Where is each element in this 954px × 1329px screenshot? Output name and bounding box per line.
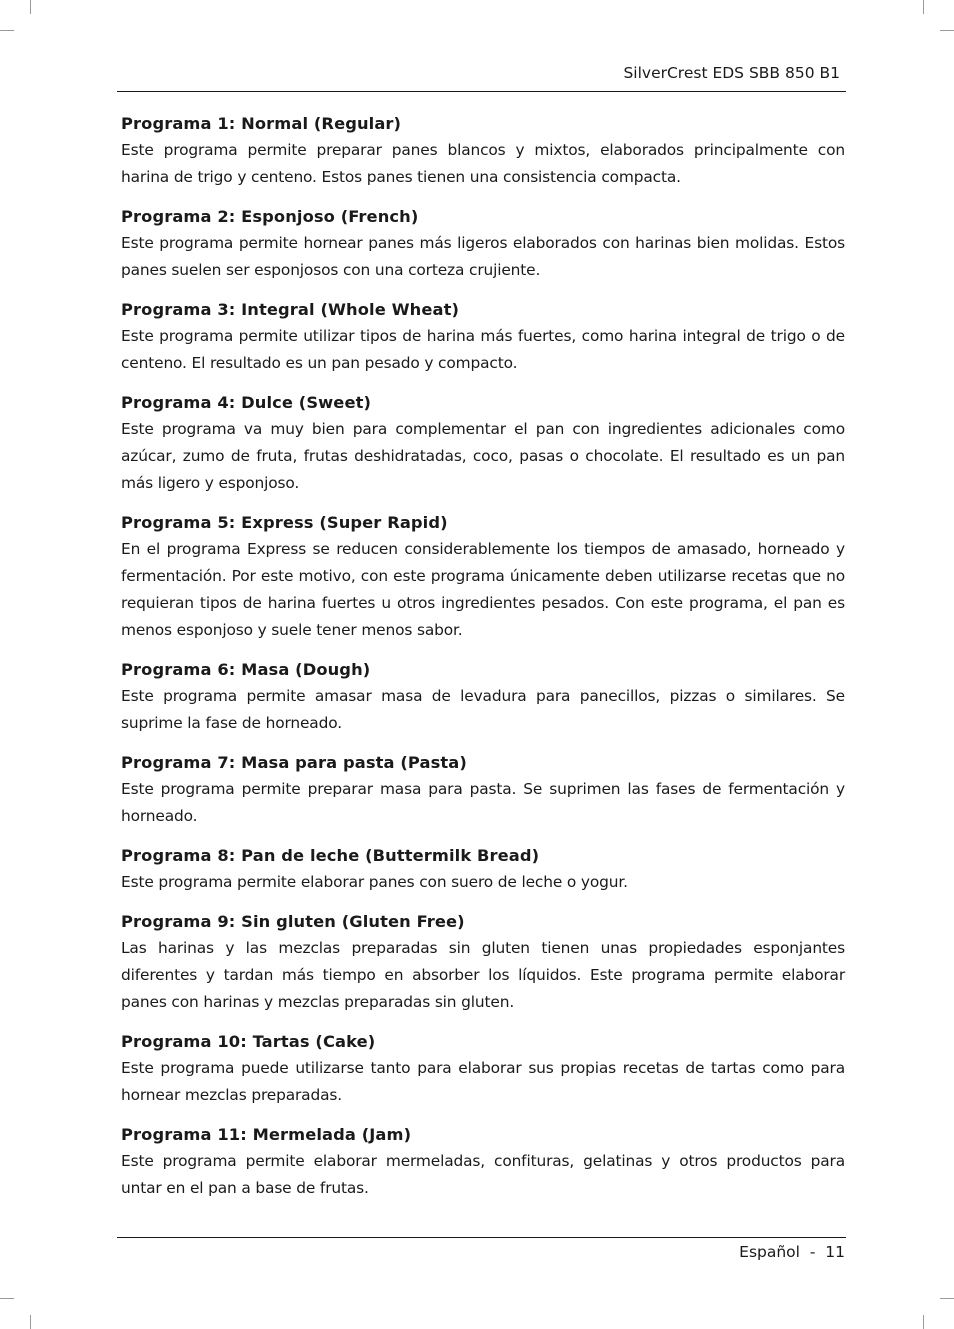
program-section-10 — [121, 1029, 845, 1109]
crop-mark-bottom-right-h — [940, 1298, 954, 1299]
crop-mark-top-left-h — [0, 30, 14, 31]
crop-mark-bottom-left-h — [0, 1298, 14, 1299]
program-description: Las harinas y las mezclas preparadas sin gluten tienen unas propiedades esponjantes diferentes y tardan más tiempo en absorber los líquidos. Este programa permite elaborar panes con harinas y mezclas preparadas sin gluten. — [121, 939, 845, 1011]
program-heading: Programa 6: Masa (Dough) — [121, 660, 371, 679]
program-heading: Programa 9: Sin gluten (Gluten Free) — [121, 912, 465, 931]
crop-mark-bottom-left-v — [30, 1315, 31, 1329]
program-section-7 — [121, 750, 845, 830]
crop-mark-bottom-right-v — [923, 1315, 924, 1329]
program-section-3 — [121, 297, 845, 377]
program-heading: Programa 5: Express (Super Rapid) — [121, 513, 448, 532]
program-description: Este programa permite preparar panes blancos y mixtos, elaborados principalmente con harina de trigo y centeno. Estos panes tienen una consistencia compacta. — [121, 141, 845, 186]
program-heading: Programa 10: Tartas (Cake) — [121, 1032, 376, 1051]
program-heading: Programa 4: Dulce (Sweet) — [121, 393, 372, 412]
program-section-1 — [121, 111, 845, 191]
program-description: Este programa permite preparar masa para pasta. Se suprimen las fases de fermentación y horneado. — [121, 780, 845, 825]
program-heading: Programa 2: Esponjoso (French) — [121, 207, 419, 226]
program-heading: Programa 7: Masa para pasta (Pasta) — [121, 753, 467, 772]
program-heading: Programa 3: Integral (Whole Wheat) — [121, 300, 460, 319]
program-description: Este programa permite amasar masa de levadura para panecillos, pizzas o similares. Se suprime la fase de horneado. — [121, 687, 845, 732]
program-description: Este programa permite utilizar tipos de harina más fuertes, como harina integral de trigo o de centeno. El resultado es un pan pesado y compacto. — [121, 327, 845, 372]
program-section-9 — [121, 909, 845, 1016]
program-heading: Programa 8: Pan de leche (Buttermilk Bread) — [121, 846, 540, 865]
program-description: Este programa puede utilizarse tanto para elaborar sus propias recetas de tartas como para hornear mezclas preparadas. — [121, 1059, 845, 1104]
document-body — [121, 111, 845, 1215]
program-section-11 — [121, 1122, 845, 1202]
crop-mark-top-right-v — [923, 0, 924, 14]
program-description: Este programa permite hornear panes más ligeros elaborados con harinas bien molidas. Estos panes suelen ser esponjosos con una corteza crujiente. — [121, 234, 845, 279]
program-section-6 — [121, 657, 845, 737]
program-section-8 — [121, 843, 845, 896]
program-heading: Programa 1: Normal (Regular) — [121, 114, 402, 133]
program-description: Este programa permite elaborar mermeladas, confituras, gelatinas y otros productos para untar en el pan a base de frutas. — [121, 1152, 845, 1197]
program-description: Este programa va muy bien para complementar el pan con ingredientes adicionales como azúcar, zumo de fruta, frutas deshidratadas, coco, pasas o chocolate. El resultado es un pan más ligero y esponjoso. — [121, 420, 845, 492]
program-description: Este programa permite elaborar panes con suero de leche o yogur. — [121, 873, 628, 891]
program-section-2 — [121, 204, 845, 284]
header-rule — [117, 91, 846, 92]
program-section-4 — [121, 390, 845, 497]
footer-rule — [117, 1237, 846, 1238]
program-section-5 — [121, 510, 845, 644]
crop-mark-top-left-v — [30, 0, 31, 14]
page-footer-label: Español - 11 — [739, 1243, 845, 1261]
page-header-title: SilverCrest EDS SBB 850 B1 — [623, 64, 840, 82]
program-heading: Programa 11: Mermelada (Jam) — [121, 1125, 412, 1144]
crop-mark-top-right-h — [940, 30, 954, 31]
program-description: En el programa Express se reducen considerablemente los tiempos de amasado, horneado y fermentación. Por este motivo, con este programa únicamente deben utilizarse recetas que no requieran tipos de harina fuertes u otros ingredientes pesados. Con este programa, el pan es menos esponjoso y suele tener menos sabor. — [121, 540, 845, 639]
